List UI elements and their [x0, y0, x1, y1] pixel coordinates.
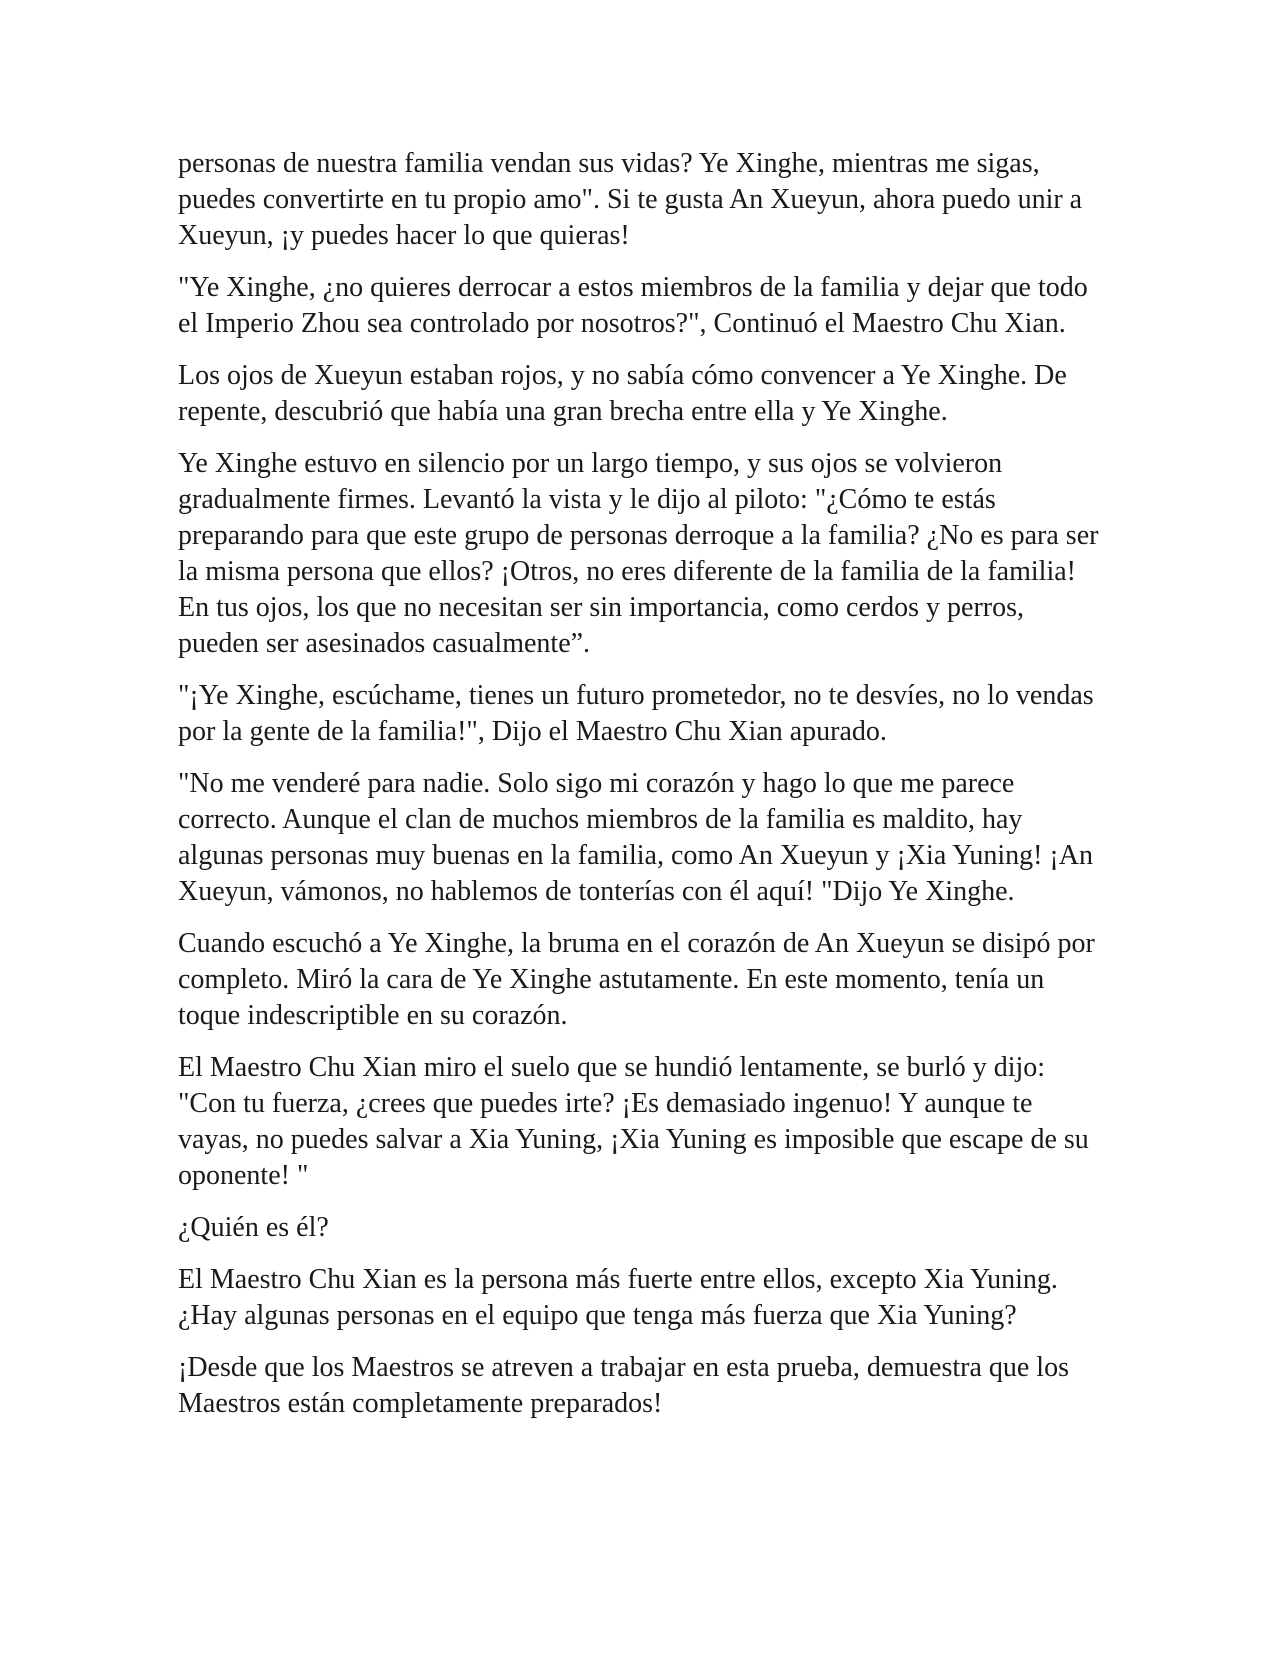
paragraph: Los ojos de Xueyun estaban rojos, y no sabía cómo convencer a Ye Xinghe. De repente, descubrió que había una gran brecha entre ella y Ye Xinghe. [178, 360, 1067, 427]
paragraph: "Ye Xinghe, ¿no quieres derrocar a estos miembros de la familia y dejar que todo el Imperio Zhou sea controlado por nosotros?", Continuó el Maestro Chu Xian. [178, 272, 1088, 339]
paragraph: "No me venderé para nadie. Solo sigo mi corazón y hago lo que me parece correcto. Aunque el clan de muchos miembros de la familia es maldito, hay algunas personas muy buenas en la familia, como An Xueyun y ¡Xia Yuning! ¡An Xueyun, vámonos, no hablemos de tonterías con él aquí! "Dijo Ye Xinghe. [178, 768, 1093, 907]
paragraph: personas de nuestra familia vendan sus vidas? Ye Xinghe, mientras me sigas, puedes convertirte en tu propio amo". Si te gusta An Xueyun, ahora puedo unir a Xueyun, ¡y puedes hacer lo que quieras! [178, 148, 1083, 251]
paragraph: El Maestro Chu Xian miro el suelo que se hundió lentamente, se burló y dijo: "Con tu fuerza, ¿crees que puedes irte? ¡Es demasiado ingenuo! Y aunque te vayas, no puedes salvar a Xia Yuning, ¡Xia Yuning es imposible que escape de su oponente! " [178, 1052, 1089, 1191]
paragraph: "¡Ye Xinghe, escúchame, tienes un futuro prometedor, no te desvíes, no lo vendas por la gente de la familia!", Dijo el Maestro Chu Xian apurado. [178, 680, 1094, 747]
document-page [178, 146, 1108, 1438]
paragraph: Ye Xinghe estuvo en silencio por un largo tiempo, y sus ojos se volvieron gradualmente firmes. Levantó la vista y le dijo al piloto: "¿Cómo te estás preparando para que este grupo de personas derroque a la familia? ¿No es para ser la misma persona que ellos? ¡Otros, no eres diferente de la familia de la familia! En tus ojos, los que no necesitan ser sin importancia, como cerdos y perros, pueden ser asesinados casualmente”. [178, 448, 1099, 659]
paragraph: ¡Desde que los Maestros se atreven a trabajar en esta prueba, demuestra que los Maestros están completamente preparados! [178, 1352, 1069, 1419]
paragraph: Cuando escuchó a Ye Xinghe, la bruma en el corazón de An Xueyun se disipó por completo. Miró la cara de Ye Xinghe astutamente. En este momento, tenía un toque indescriptible en su corazón. [178, 928, 1095, 1031]
paragraph: ¿Quién es él? [178, 1212, 329, 1243]
paragraph: El Maestro Chu Xian es la persona más fuerte entre ellos, excepto Xia Yuning. ¿Hay algunas personas en el equipo que tenga más fuerza que Xia Yuning? [178, 1264, 1058, 1331]
